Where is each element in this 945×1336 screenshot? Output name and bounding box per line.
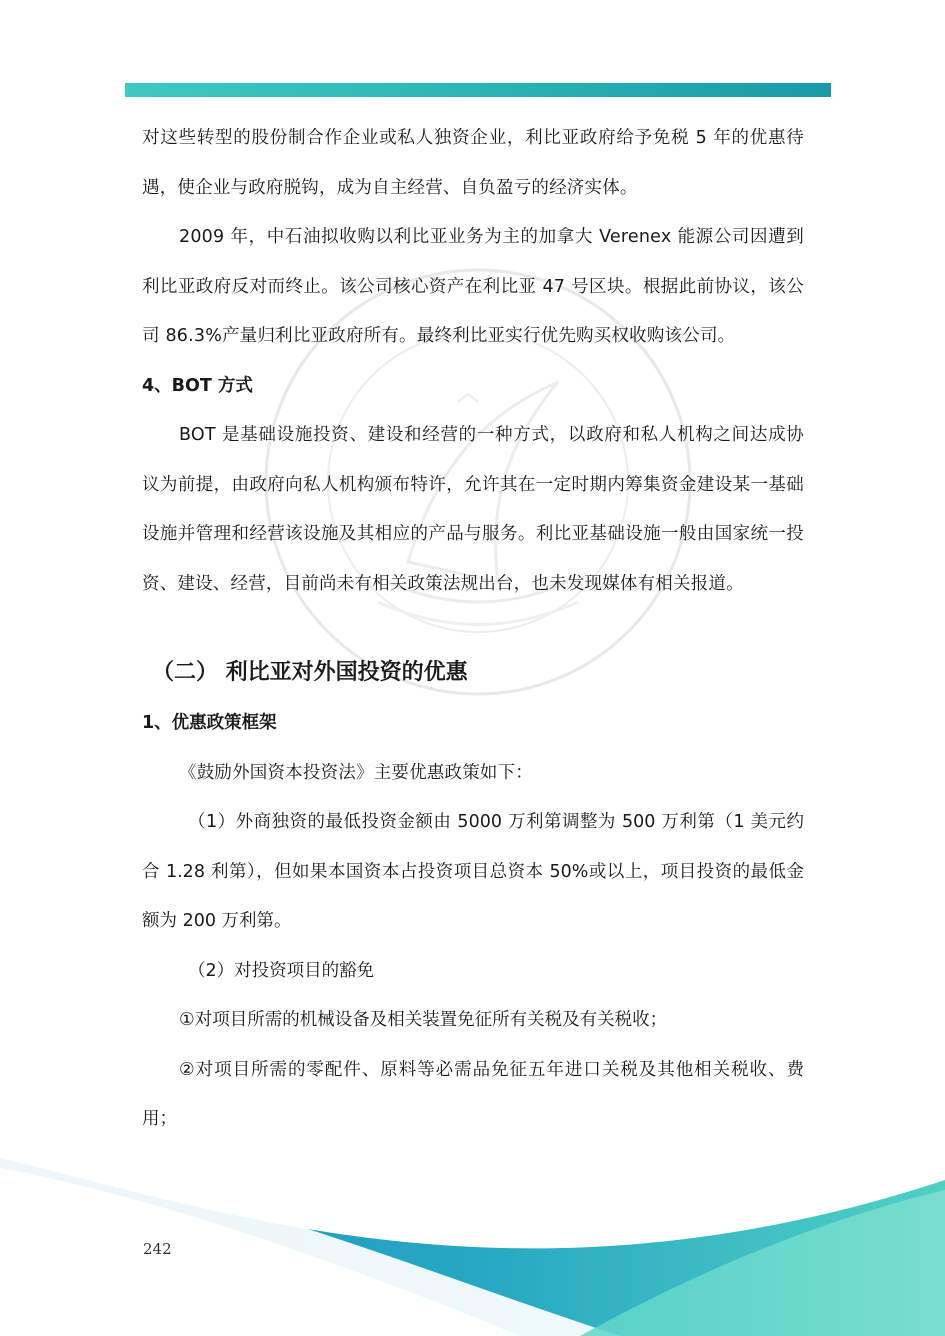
paragraph-tax-exemption: 对这些转型的股份制合作企业或私人独资企业，利比亚政府给予免税 5 年的优惠待遇，使企业与政府脱钩，成为自主经营、自负盈亏的经济实体。: [142, 128, 804, 198]
list-item-spare-parts: ②对项目所需的零配件、原料等必需品免征五年进口关税及其他相关税收、费用；: [142, 1059, 804, 1129]
section-title-incentives: （二） 利比亚对外国投资的优惠: [152, 660, 468, 685]
heading-policy-framework: 1、优惠政策框架: [142, 713, 277, 733]
paragraph-verenex: 2009 年，中石油拟收购以利比亚业务为主的加拿大 Verenex 能源公司因遭到利比亚政府反对而终止。该公司核心资产在利比亚 47 号区块。根据此前协议，该公司 86.3%产量归利比亚政府所有。最终利比亚实行优先购买权收购该公司。: [142, 227, 804, 346]
document-body: [142, 114, 804, 1145]
paragraph-bot: BOT 是基础设施投资、建设和经营的一种方式，以政府和私人机构之间达成协议为前提，由政府向私人机构颁布特许，允许其在一定时期内筹集资金建设某一基础设施并管理和经营该设施及其相应的产品与服务。利比亚基础设施一般由国家统一投资、建设、经营，目前尚未有相关政策法规出台，也未发现媒体有相关报道。: [142, 425, 804, 594]
heading-bot: 4、BOT 方式: [142, 375, 253, 396]
list-item-min-investment: （1）外商独资的最低投资金额由 5000 万利第调整为 500 万利第（1 美元约合 1.28 利第），但如果本国资本占投资项目总资本 50%或以上，项目投资的最低金额为 200 万利第。: [142, 812, 804, 931]
page-number: 242: [143, 1240, 172, 1258]
list-item-exemptions: （2）对投资项目的豁免: [188, 960, 375, 981]
paragraph-law-intro: 《鼓励外国资本投资法》主要优惠政策如下：: [179, 762, 533, 783]
list-item-machinery: ①对项目所需的机械设备及相关装置免征所有关税及有关税收；: [179, 1010, 668, 1030]
header-accent-bar: [125, 83, 831, 97]
footer-wave-decoration: [0, 1150, 945, 1336]
